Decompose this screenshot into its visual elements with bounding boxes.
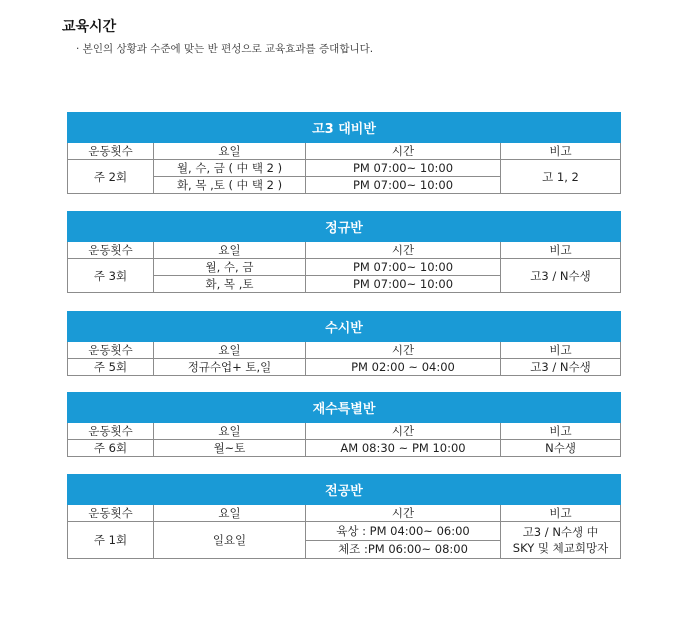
table-title: 전공반 xyxy=(68,475,621,505)
frequency-cell: 주 1회 xyxy=(68,522,154,559)
table-title: 고3 대비반 xyxy=(68,113,621,143)
column-header-day: 요일 xyxy=(154,505,306,522)
schedule-table-retake-special xyxy=(67,392,621,457)
day-cell: 화, 목 ,토 xyxy=(154,276,306,293)
time-cell: PM 07:00~ 10:00 xyxy=(306,259,501,276)
page-heading: 교육시간 xyxy=(62,19,117,35)
table-title: 재수특별반 xyxy=(68,393,621,423)
day-cell: 월, 수, 금 xyxy=(154,259,306,276)
time-cell: 육상 : PM 04:00~ 06:00 xyxy=(306,522,501,541)
day-cell: 월, 수, 금 ( 中 택 2 ) xyxy=(154,160,306,177)
frequency-cell: 주 3회 xyxy=(68,259,154,293)
time-cell: PM 07:00~ 10:00 xyxy=(306,177,501,194)
column-header-note: 비고 xyxy=(501,505,621,522)
note-cell xyxy=(501,522,621,559)
time-cell: 체조 :PM 06:00~ 08:00 xyxy=(306,540,501,559)
schedule-table-major xyxy=(67,474,621,559)
column-header-time: 시간 xyxy=(306,342,501,359)
frequency-cell: 주 6회 xyxy=(68,440,154,457)
note-line: SKY 및 체교희망자 xyxy=(512,541,609,555)
schedule-table-exam-prep xyxy=(67,112,621,194)
time-cell: PM 07:00~ 10:00 xyxy=(306,276,501,293)
note-line: 고3 / N수생 中 xyxy=(522,525,599,539)
time-cell: PM 07:00~ 10:00 xyxy=(306,160,501,177)
frequency-cell: 주 5회 xyxy=(68,359,154,376)
column-header-frequency: 운동횟수 xyxy=(68,143,154,160)
time-cell: AM 08:30 ~ PM 10:00 xyxy=(306,440,501,457)
column-header-note: 비고 xyxy=(501,423,621,440)
schedule-table-regular xyxy=(67,211,621,293)
column-header-note: 비고 xyxy=(501,242,621,259)
page-subtitle: · 본인의 상황과 수준에 맞는 반 편성으로 교육효과를 증대합니다. xyxy=(76,43,374,55)
schedule-table-early-admission xyxy=(67,311,621,376)
day-cell: 정규수업+ 토,일 xyxy=(154,359,306,376)
note-cell: 고3 / N수생 xyxy=(501,359,621,376)
frequency-cell: 주 2회 xyxy=(68,160,154,194)
table-title: 정규반 xyxy=(68,212,621,242)
column-header-time: 시간 xyxy=(306,423,501,440)
day-cell: 화, 목 ,토 ( 中 택 2 ) xyxy=(154,177,306,194)
column-header-frequency: 운동횟수 xyxy=(68,423,154,440)
column-header-frequency: 운동횟수 xyxy=(68,342,154,359)
table-title: 수시반 xyxy=(68,312,621,342)
column-header-day: 요일 xyxy=(154,242,306,259)
column-header-frequency: 운동횟수 xyxy=(68,242,154,259)
column-header-time: 시간 xyxy=(306,242,501,259)
note-cell: N수생 xyxy=(501,440,621,457)
column-header-day: 요일 xyxy=(154,423,306,440)
column-header-note: 비고 xyxy=(501,342,621,359)
day-cell: 월~토 xyxy=(154,440,306,457)
column-header-time: 시간 xyxy=(306,143,501,160)
column-header-time: 시간 xyxy=(306,505,501,522)
column-header-note: 비고 xyxy=(501,143,621,160)
column-header-day: 요일 xyxy=(154,342,306,359)
column-header-day: 요일 xyxy=(154,143,306,160)
time-cell: PM 02:00 ~ 04:00 xyxy=(306,359,501,376)
day-cell: 일요일 xyxy=(154,522,306,559)
note-cell: 고 1, 2 xyxy=(501,160,621,194)
note-cell: 고3 / N수생 xyxy=(501,259,621,293)
column-header-frequency: 운동횟수 xyxy=(68,505,154,522)
